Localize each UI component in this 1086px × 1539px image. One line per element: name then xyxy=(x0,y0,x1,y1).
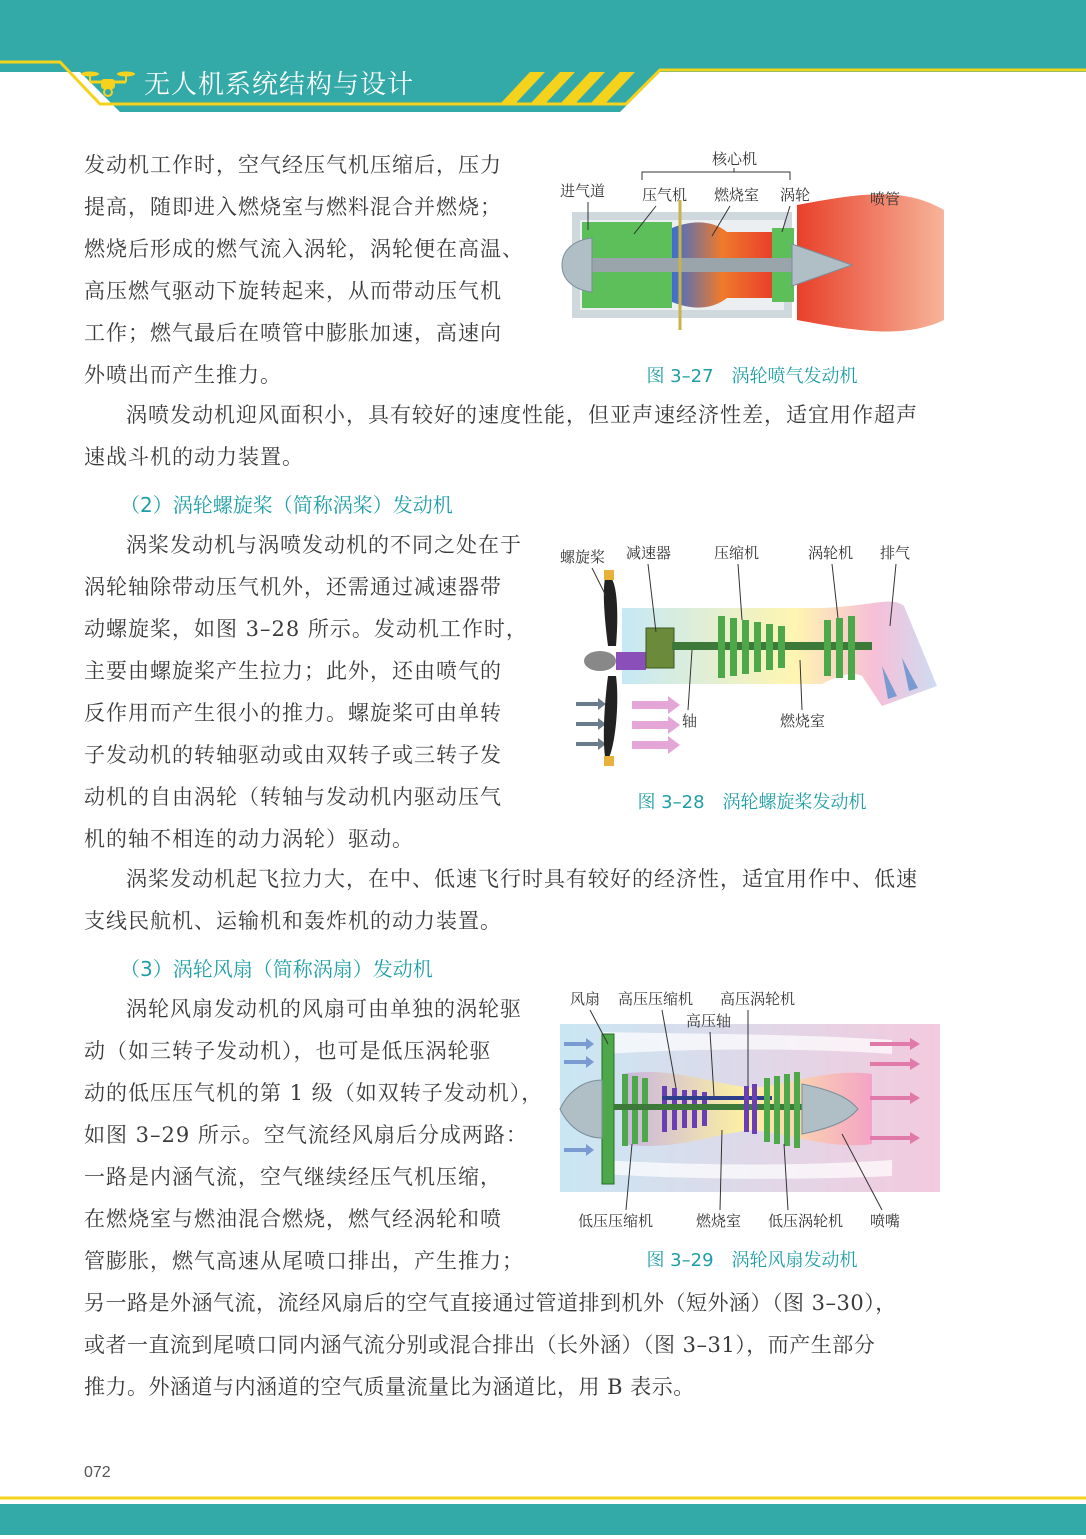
text-line: 发动机工作时，空气经压气机压缩后，压力 xyxy=(84,153,502,177)
text-line: 涡轮风扇发动机的风扇可由单独的涡轮驱 xyxy=(126,997,522,1021)
text-line: 推力。外涵道与内涵道的空气质量流量比为涵道比，用 B 表示。 xyxy=(84,1375,695,1399)
label-reducer: 减速器 xyxy=(626,544,672,562)
turboprop-diagram xyxy=(552,536,952,774)
section-heading-turbofan: （3）涡轮风扇（简称涡扇）发动机 xyxy=(120,957,433,981)
text-line: 支线民航机、运输机和轰炸机的动力装置。 xyxy=(84,909,502,933)
text-line: 涡桨发动机起飞拉力大，在中、低速飞行时具有较好的经济性，适宜用作中、低速 xyxy=(126,867,918,891)
page-header xyxy=(0,0,1086,120)
figure-3-29 xyxy=(552,984,952,1274)
label-nozzle: 喷管 xyxy=(870,190,901,208)
label-hp-compressor: 高压压缩机 xyxy=(618,990,694,1008)
paragraph-1 xyxy=(84,144,544,396)
paragraph-6 xyxy=(84,1282,1024,1408)
text-line: 高压燃气驱动下旋转起来，从而带动压气机 xyxy=(84,279,502,303)
label-propeller: 螺旋桨 xyxy=(560,548,606,566)
text-line: 机的轴不相连的动力涡轮）驱动。 xyxy=(84,827,414,851)
label-combustor: 燃烧室 xyxy=(714,186,760,204)
label-turbine: 涡轮 xyxy=(780,186,811,204)
paragraph-3 xyxy=(84,524,544,860)
text-line: 一路是内涵气流，空气继续经压气机压缩， xyxy=(84,1165,502,1189)
section-heading-turboprop: （2）涡轮螺旋桨（简称涡桨）发动机 xyxy=(120,493,453,517)
text-line: 速战斗机的动力装置。 xyxy=(84,445,304,469)
label-inlet: 进气道 xyxy=(560,182,606,200)
text-line: 涡喷发动机迎风面积小，具有较好的速度性能，但亚声速经济性差，适宜用作超声 xyxy=(126,403,918,427)
label-shaft: 轴 xyxy=(682,712,698,730)
figure-3-28 xyxy=(552,536,952,816)
drone-icon xyxy=(80,68,136,100)
label-fan: 风扇 xyxy=(570,990,601,1008)
text-line: 主要由螺旋桨产生拉力；此外，还由喷气的 xyxy=(84,659,502,683)
label-hp-turbine: 高压涡轮机 xyxy=(720,990,796,1008)
label-combustor: 燃烧室 xyxy=(780,712,826,730)
airflow-arrows xyxy=(632,696,680,754)
label-exhaust: 排气 xyxy=(880,544,911,562)
figure-caption: 图 3–28 涡轮螺旋桨发动机 xyxy=(637,792,867,813)
text-line: 涡轮轴除带动压气机外，还需通过减速器带 xyxy=(84,575,502,599)
label-combustor: 燃烧室 xyxy=(696,1212,742,1230)
text-line: 子发动机的转轴驱动或由双转子或三转子发 xyxy=(84,743,502,767)
paragraph-2 xyxy=(84,394,1004,478)
book-title: 无人机系统结构与设计 xyxy=(144,70,415,100)
turbojet-diagram xyxy=(552,140,952,350)
footer-band xyxy=(0,1494,1086,1535)
text-line: 外喷出而产生推力。 xyxy=(84,363,282,387)
turbine-blades xyxy=(824,616,855,680)
text-line: 提高，随即进入燃烧室与燃料混合并燃烧； xyxy=(84,195,502,219)
figure-caption: 图 3–27 涡轮喷气发动机 xyxy=(646,366,858,387)
label-lp-compressor: 低压压缩机 xyxy=(578,1212,654,1230)
paragraph-5 xyxy=(84,988,544,1282)
text-line: 工作；燃气最后在喷管中膨胀加速，高速向 xyxy=(84,321,502,345)
text-line: 动（如三转子发动机），也可是低压涡轮驱 xyxy=(84,1039,492,1063)
page-number: 072 xyxy=(84,1464,111,1481)
text-line: 动机的自由涡轮（转轴与发动机内驱动压气 xyxy=(84,785,502,809)
label-nozzle: 喷嘴 xyxy=(870,1212,901,1230)
label-lp-turbine: 低压涡轮机 xyxy=(768,1212,844,1230)
text-line: 管膨胀，燃气高速从尾喷口排出，产生推力； xyxy=(84,1249,524,1273)
text-line: 动螺旋桨，如图 3–28 所示。发动机工作时， xyxy=(84,617,528,641)
propeller xyxy=(584,570,617,766)
text-line: 或者一直流到尾喷口同内涵气流分别或混合排出（长外涵）（图 3–31），而产生部分 xyxy=(84,1333,876,1357)
turbofan-diagram xyxy=(552,984,952,1234)
label-hp-shaft: 高压轴 xyxy=(686,1012,732,1030)
paragraph-4 xyxy=(84,858,1004,942)
figure-3-27 xyxy=(552,140,952,390)
header-band xyxy=(0,0,1086,120)
label-compressor: 压气机 xyxy=(642,186,688,204)
figure-caption: 图 3–29 涡轮风扇发动机 xyxy=(646,1250,858,1271)
label-turbine: 涡轮机 xyxy=(808,544,854,562)
text-line: 燃烧后形成的燃气流入涡轮，涡轮便在高温、 xyxy=(84,237,524,261)
text-line: 涡桨发动机与涡喷发动机的不同之处在于 xyxy=(126,533,522,557)
text-line: 反作用而产生很小的推力。螺旋桨可由单转 xyxy=(84,701,502,725)
text-line: 动的低压压气机的第 1 级（如双转子发动机）， xyxy=(84,1081,544,1105)
text-line: 如图 3–29 所示。空气流经风扇后分成两路： xyxy=(84,1123,528,1147)
label-compressor: 压缩机 xyxy=(714,544,760,562)
text-line: 另一路是外涵气流，流经风扇后的空气直接通过管道排到机外（短外涵）（图 3–30）， xyxy=(84,1291,897,1315)
label-core: 核心机 xyxy=(712,150,758,168)
text-line: 在燃烧室与燃油混合燃烧，燃气经涡轮和喷 xyxy=(84,1207,502,1231)
